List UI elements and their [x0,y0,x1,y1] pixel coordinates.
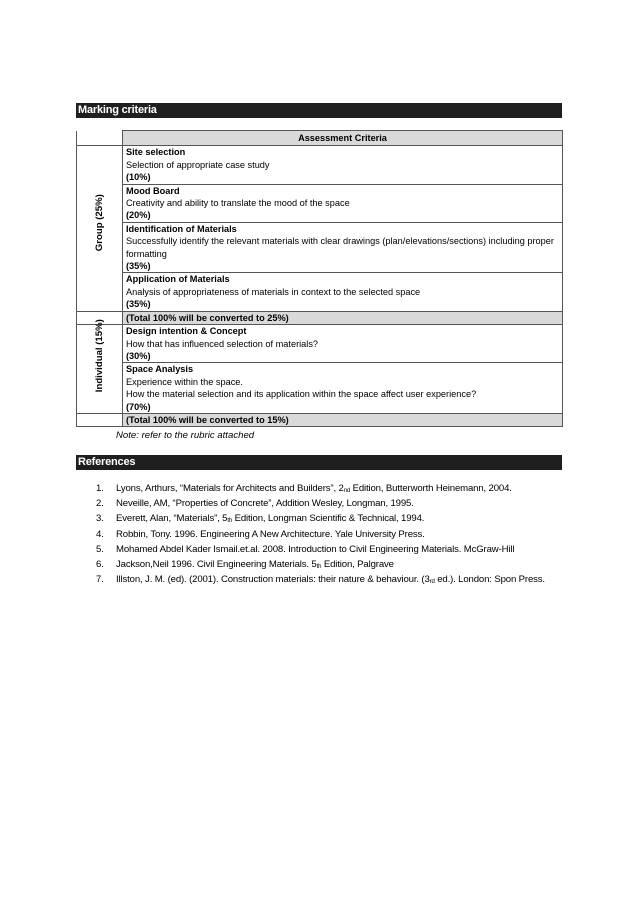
group-total: (Total 100% will be converted to 25%) [123,311,563,324]
reference-text: Everett, Alan, “Materials”, 5 [116,513,228,525]
reference-number: 5. [96,543,104,555]
group-label: Individual (15%) [93,318,105,393]
criterion-description: How the material selection and its application within the space affect user experience? [126,389,477,400]
reference-item [90,481,560,496]
criterion-row [77,184,563,222]
reference-number: 3. [96,513,104,525]
criterion-description: Selection of appropriate case study [126,159,270,170]
reference-item [90,557,560,572]
total-row [77,311,563,324]
reference-number: 2. [96,498,104,510]
criterion-title: Design intention & Concept [126,326,247,337]
references-list [90,481,560,587]
reference-number: 6. [96,559,104,571]
assessment-criteria-table [76,130,563,427]
criterion-weight: (70%) [126,401,151,412]
reference-item [90,511,560,526]
marking-criteria-heading: Marking criteria [76,103,562,118]
criterion-title: Application of Materials [126,274,230,285]
criterion-weight: (20%) [126,210,151,221]
reference-text: Illston, J. M. (ed). (2001). Construction materials: their nature & behaviour. (3 [116,574,430,586]
criterion-description: Creativity and ability to translate the mood of the space [126,198,350,209]
group-total: (Total 100% will be converted to 15%) [123,413,563,426]
reference-text: Edition, Longman Scientific & Technical, 1994. [232,513,425,525]
reference-item [90,496,560,511]
table-header-row [77,131,563,146]
criterion-cell [123,273,563,311]
criterion-row [77,146,563,184]
criterion-title: Identification of Materials [126,223,237,234]
group-label: Group (25%) [93,194,105,252]
reference-text: Mohamed Abdel Kader Ismail.et.al. 2008. Introduction to Civil Engineering Materials. McGraw-Hill [116,543,515,555]
reference-text: Neveille, AM, “Properties of Concrete”, Addition Wesley, Longman, 1995. [116,498,414,510]
criterion-weight: (35%) [126,261,151,272]
reference-text: ed.). London: Spon Press. [434,574,545,586]
references-heading: References [76,455,562,470]
assessment-criteria-header: Assessment Criteria [123,131,563,146]
criterion-description: Successfully identify the relevant materials with clear drawings (plan/elevations/sections) including proper formatting [126,236,554,259]
criterion-row [77,222,563,273]
criterion-description: Analysis of appropriateness of materials in context to the selected space [126,286,421,297]
ordinal-suffix: th [316,564,322,571]
reference-number: 4. [96,528,104,540]
reference-text: Jackson,Neil 1996. Civil Engineering Materials. 5 [116,559,317,571]
criterion-title: Space Analysis [126,364,194,375]
criterion-cell [123,184,563,222]
ordinal-suffix: nd [343,488,351,494]
group-label-cell [77,146,123,311]
criterion-title: Site selection [126,147,186,158]
criterion-cell [123,325,563,363]
criterion-weight: (30%) [126,350,151,361]
criterion-row [77,273,563,311]
criterion-weight: (35%) [126,299,151,310]
reference-number: 7. [96,574,104,586]
reference-item [90,527,560,542]
criterion-title: Mood Board [126,185,180,196]
ordinal-suffix: rd [429,579,435,586]
rubric-note: Note: refer to the rubric attached [116,430,255,441]
reference-number: 1. [96,483,104,494]
reference-item [90,542,560,557]
criterion-row [77,363,563,414]
reference-text: Edition, Butterworth Heinemann, 2004. [350,483,512,494]
criterion-description: How that has influenced selection of materials? [126,338,319,349]
ordinal-suffix: th [227,518,233,525]
total-row [77,413,563,426]
criterion-description: Experience within the space. [126,376,243,387]
criterion-weight: (10%) [126,172,151,183]
reference-item [90,572,560,587]
group-label-cell [77,318,123,414]
reference-text: Robbin, Tony. 1996. Engineering A New Architecture. Yale University Press. [116,528,425,540]
reference-text: Lyons, Arthurs, “Materials for Architects and Builders”, 2 [116,483,344,494]
reference-text: Edition, Palgrave [321,559,394,571]
criterion-cell [123,146,563,184]
criterion-row [77,325,563,363]
criterion-cell [123,363,563,414]
criterion-cell [123,222,563,273]
